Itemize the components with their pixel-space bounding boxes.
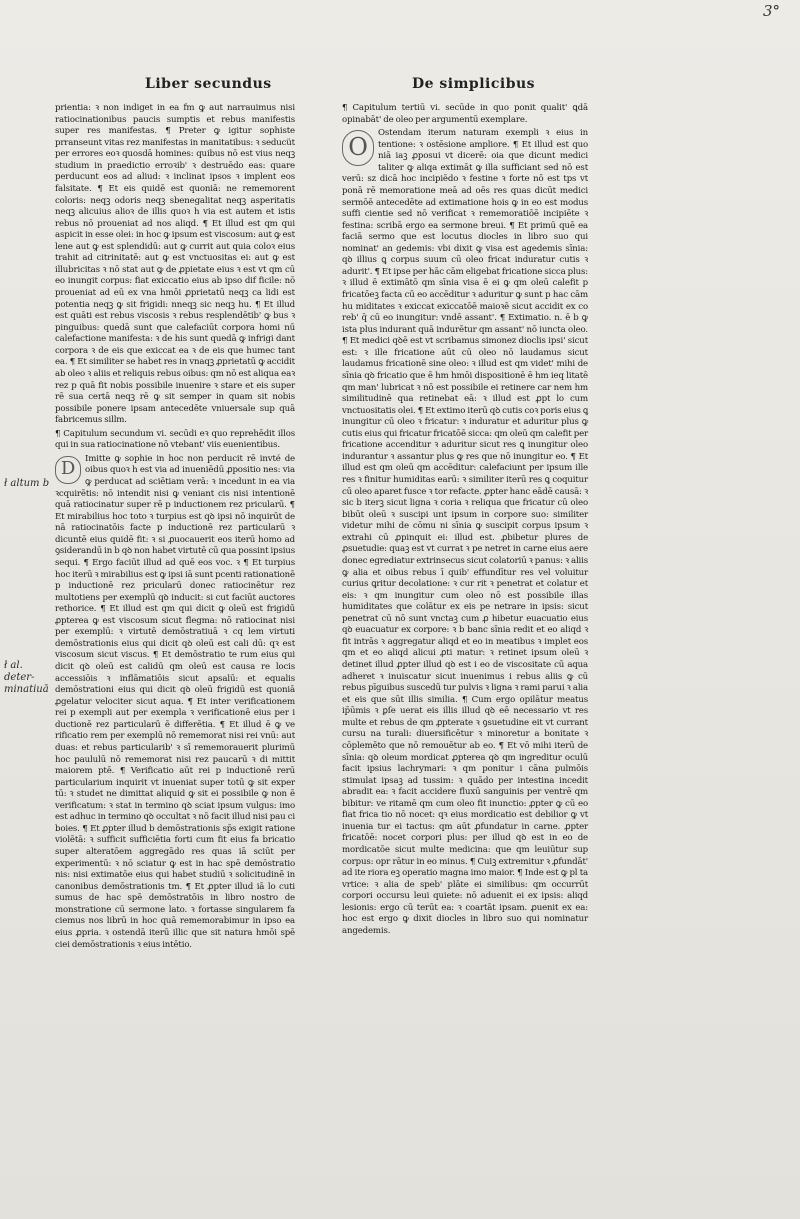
running-head-left: Liber secundus xyxy=(145,76,272,92)
chapter-heading: ¶ Capitulum secundum vi. secūdi eꝛ quo reprehēdit illos qui in sua ratiocinatione nō vtebant' viis euenientibus. xyxy=(55,428,295,451)
initial-capital: O xyxy=(342,130,374,166)
initial-capital: D xyxy=(55,456,81,484)
running-head-right: De simplicibus xyxy=(412,76,536,92)
right-column xyxy=(342,103,588,940)
chapter-heading: ¶ Capitulum tertiū vi. secūde in quo ponit qualit' ꝗdā opinabāt' de oleo per argumentū exemplare. xyxy=(342,103,588,125)
paragraph-text: Ostendam iterum naturam exempli ꝛ eius in tentione: ꝛ ostēsione ampliore. ¶ Et illud est quo niā iaꝫ ꝓposui vt dicerē: oia que dicunt medici taliter ꝙ aliqa extimāt ꝙ illa sufficiant sed nō est verū: sz dicā hoc incipiēdo ꝛ festine ꝛ forte nō est tps vt ponā rē memoratione meā ad oēs res quas dicūt medici sermōē antecedēte ad extimatione hois ꝙ in eo est modus suffi cientie sed nō verificat ꝛ rememoratiōē incipiēte ꝛ festina: scribā ergo ea sermone breui. ¶ Et primū quē ea faciā sermo que est locutus diocles in libro suo qui nominat' an gedemis: vbi dixit ꝙ visa est agedemis sīnia: qꝺ illius ꝗ corpus suum cū oleo fricat induratur cutis ꝛ adurit'. ¶ Et ipse per hāc cām eligebat fricatione sicca plus: ꝛ illud ē extimātō qm sīnia visa ē ei ꝙ qm oleū calefit p fricatōeꝫ facta cū eo accēditur ꝛ aduritur ꝙ sunt p hac cām hu miditates ꝛ exiccat exiccatōē maioꝛē sicut accidit ex co reb' q̄ cū eo inungitur: vndē assant'. ¶ Extimatio. n. ē b ꝙ ista plus indurant quā indurētur qm assant' nō iuncta oleo. ¶ Et medici qꝺē est vt scribamus simonez dioclis ipsi' sicut est: ꝛ ille fricatione aūt cū oleo nō laudamus sicut laudamus fricationē sine oleo: ꝛ illud est qm videt' mihi de sīnia qꝺ fricatio que ē hm hmōi dispositionē ē hm ieq litatē qm man' lubricat ꝛ nō est possibile ei retinere car nem hm similitudinē qua retinebat eā: ꝛ illud est ꝓpt lo cum vnctuositatis olei. ¶ Et extimo iterū qꝺ cutis coꝛ poris eius ꝗ inungitur cū oleo ꝛ fricatur: ꝛ induratur et aduritur plus ꝙ cutis eius qui fricatur fricatōē sicca: qm oleū qm calefit per fricatione accenditur ꝛ aduritur sicut res ꝗ inungitur oleo indurantur ꝛ assantur plus ꝙ res que nō inungitur eo. ¶ Et illud est qm oleū qm accēditur: calefaciunt per ipsum ille res ꝛ finitur humiditas earū: ꝛ similiter iterū res ꝗ coquitur cū oleo aparet fusce ꝛ tor refacte. ꝓpter hanc eādē causā: ꝛ sic b iterꝫ sicut ligna ꝛ coria ꝛ reliqua que fricatur cū oleo bibūt oleū ꝛ suscipi unt ipsum in corpore suo: similiter videtur mihi de cōmu ni sīnia ꝙ suscipit corpus ipsum ꝛ extrahi cū ꝓpinquit ei: illud est. ꝓbibetur plures de ꝓsuetudie: quaꝫ est vt currat ꝛ pe netret in carne eius aere donec egrediatur extrinsecus sicut colatoriū ꝛ panus: ꝛ aliis ꝙ alia et oibus rebus ī quib' effundītur res vel voluitur curius ꝗritur decolatione: ꝛ cur rit ꝛ penetrat et colatur et eis: ꝛ qm inungitur cum oleo nō est possibile illas humiditates que colātur ex eis pe netrare in ipsis: sicut penetrat cū nō sunt vnctaꝫ cum ꝓ hibetur euacuatio eius qꝺ euacuatur ex corpore: ꝛ b banc sīnia redit et eo aliqd ꝛ fit intrās ꝛ aggregatur aliqd et eo in meatibus ꝛ implet eos qm et eo aliqd alicui ꝓti matur: ꝛ retinet ipsum oleū ꝛ detinet illud ꝓpter illud qꝺ est i eo de viscositate cū aqua adheret ꝛ inuiscatur sicut inuenimus i rebus aliis ꝙ cū rebus pīguibus suscedū tur pulvis ꝛ ligna ꝛ rami parui ꝛ alia et eis que sūt illis similia. ¶ Cum ergo opilātur meatus ip̄ūmis ꝛ ꝑſe uerat eis illis illud qꝺ eē necessario vt res multe et rebus de qm ꝓpterate ꝛ ꝯsuetudine eit vt currant cursu na turali: diuersificētur ꝛ minoretur a bonitate ꝛ cōplemēto que nō remouētur ab eo. ¶ Et vō mihi iterū de sīnia: qꝺ oleum mordicat ꝓpterea qꝺ qm ingreditur oculū facit ipsius lachrymari: ꝛ qm ponitur i cāna pulmōis stimulat ipsaꝫ ad tussim: ꝛ quādo per intestina incedit abradit ea: ꝛ facit accidere fluxū sanguinis per ventrē qm bibitur: ve ritamē qm cum oleo fit inunctio: ꝓpter ꝙ cū eo fiat frica tio nō nocet: qꝛ eius mordicatio est debilior ꝙ vt inuenia tur ei tactus: qm aūt ꝓfundatur in carne. ꝓpter fricatōē: nocet corpori plus: per illud qꝺ est in eo de mordicatōe sicut multe medicina: que qm leuiūtur sup corpus: opr rātur in eo minus. ¶ Cuiꝫ extremitur ꝛ ꝓfundāt' ad ite riora eꝫ operatio magna imo maior. ¶ Inde est ꝙ pl ta vrtice: ꝛ alia de speb' plāte ei similibus: qm occurrūt corpori occursu leui quiete: nō aduenit ei ex ipsis: aliqd lesionis: ergo cū terūt ea: ꝛ coartāt ipsam. ꝓuenit ex ea: hoc est ergo ꝙ dixit diocles in libro suo qui nominatur angedemis. xyxy=(342,128,588,936)
paragraph: prientia: ꝛ non indiget in ea fm ꝙ aut narrauimus nisi ratiocinationibus paucis sumptis et rebus manifestis super res manifestas. ¶ Preter ꝙ igitur sophiste prranseunt vitas rez manifestas in manitatibus: ꝛ seducüt per errores eoꝛ quosdā homines: quibus nō est vius neqꝫ studium in praedictio erroꝛib' ꝛ destruēdo eas: quare perducunt eos ad aliud: ꝛ inclinat ipsos ꝛ implent eos falsitate. ¶ Et eis quidē est quoniā: ne rememorent coloris: neqꝫ odoris neqꝫ sbenegalitat neqꝫ asperitatis neqꝫ alicuius alioꝛ de illis quoꝛ h via est autem et istis rebus nō proueniat ad nos aliqd. ¶ Et illud est qm qui aspicit in esse olei: in hoc ꝙ ipsum est viscosum: aut ꝙ est lene aut ꝙ est splendidū: aut ꝙ currit aut quia coloꝛ eius trahit ad citrinitatē: aut ꝙ est vnctuositas ei: aut ꝙ est illubricitas ꝛ nō stat aut ꝙ de ꝓpietate eius ꝛ est vt qm cū eo inungit corpus: fiat exiccatio eius ab ipso dif ficile: nō proueniat ad eū ex vna hmōi ꝓprietatū neqꝫ ca lidi est potentia neqꝫ ꝙ sit frigidi: nneqꝫ sic neqꝫ hu. ¶ Et illud est quāti est rebus viscosis ꝛ rebus resplendētib' ꝙ bus ꝛ pinguibus: quedā sunt que calefaciūt corpora homi nū calefactione manifesta: ꝛ de his sunt quedā ꝙ infrigi dant corpora ꝛ de eis que exiccat ea ꝛ de eis que humec tant ea. ¶ Et similiter se habet res in vnaqꝫ ꝓprietatū ꝙ accidit ab oleo ꝛ aliis et reliquis rebus oibus: qm nō est aliqua eaꝛ rez p quā fit nobis possibile inuenire ꝛ stare et eis super rē sua certā neqꝫ rē ꝙ sit semper in quam sit nobis possibile ponere ipsam antecedēte vniuersale sup quā fabricemus sillm. xyxy=(55,103,295,426)
marginal-note-1: ł altum b xyxy=(4,478,50,489)
paragraph-with-initial xyxy=(342,128,588,937)
left-column xyxy=(55,103,295,953)
paragraph-with-initial xyxy=(55,454,295,951)
folio-number: 3° xyxy=(762,2,780,20)
paragraph-text: Imitte ꝙ sophie in hoc non perducit rē invté de oibus quoꝛ h est via ad inueniēdū ꝓpositio nes: via ꝙ perducat ad sciētiam verā: ꝛ incedunt in ea via ꝛcquirētis: nō intendit nisi ꝙ veniant cis nisi intentionē quā ratiocinatur super rē p inductionem rez pricularū. ¶ Et mirabilius hoc toto ꝛ turpius est qꝺ ipsi nō inquirūt de nā ratiocinatōis facte p inductionē rez particularū ꝛ dicuntē eius quidē fit: ꝛ si ꝓuocauerit eos iterū homo ad ꝯsiderandū in b qꝺ non habet virtutē cū qua possint ipsius sequi. ¶ Ergo faciūt illud ad quē eos voc. ꝛ ¶ Et turpius hoc iterū ꝛ mirabilius est ꝙ ipsi iā sunt pcenti rationationē p inductionē rez pricularū donec ratiocinētur rez multotiens per exemplū qꝺ inducit: si cut faciūt auctores rethorice. ¶ Et illud est qm qui dicit ꝙ oleū est frigidū ꝓpterea ꝙ est viscosum sicut flegma: nō ratiocinat nisi per exemplū: ꝛ virtutē demōstratiuā ꝛ cq lem virtuti demōstrationis eius qui dicit qꝺ oleū est cali dū: qꝛ est viscosum sicut viscus. ¶ Et demōstratio te rum eius qui dicit qꝺ oleū est calidū qm oleū est causa re locis accessiōis ꝛ inflāmatiōis sicut apsalū: et equalis demōstrationi eius qui dicit qꝺ oleū frigidū est quoniā ꝓgelatur velociter sicut aqua. ¶ Et inter verificationem rei p exempli aut per exempla ꝛ verificationē eius per i ductionē rez particularū ē differētia. ¶ Et illud ē ꝙ ve rificatio rem per exemplū nō rememorat nisi rei vnū: aut duas: et rebus particularib' ꝛ sī rememorauerit plurimū hoc paululū nō rememorat nisi rez paucarū ꝛ di mittit maiorem ptē. ¶ Verificatio aūt rei p inductionē rerū particularium inquirit vt inueniat super totū ꝙ sit exper tū: ꝛ studet ne dimittat aliquid ꝙ sit ei possibile ꝙ non ē verificatum: ꝛ stat in termino qꝺ sciat ipsum vulgus: imo est adhuc in termino qꝺ occultat ꝛ nō facit illud nisi pau ci boies. ¶ Et ꝓpter illud b demōstrationis sp̄s exigit ratione violētā: ꝛ sufficit sufficiētia forti cum fit eius fa bricatio super alteratōem aggregādo res quas iā sciūt per experimentū: ꝛ nō sciatur ꝙ est in hac spē demōstratio nis: nisi extimatōe eius qui habet studiū ꝛ solicitudinē in canonibus demōstrationis tm. ¶ Et ꝓpter illud iā lo cuti sumus de hac spē demōstratōis in libro nostro de monstratione cū sermone lato. ꝛ fortasse singularem fa ciemus nos librū in hoc quā rememorabimur in ipso ea eius ꝓpria. ꝛ ostendā iterū illic que sit natura hmōi spē ciei demōstrationis ꝛ eius intētio. xyxy=(55,453,295,950)
marginal-note-2: ł al. deter- minatiuā xyxy=(4,660,49,695)
